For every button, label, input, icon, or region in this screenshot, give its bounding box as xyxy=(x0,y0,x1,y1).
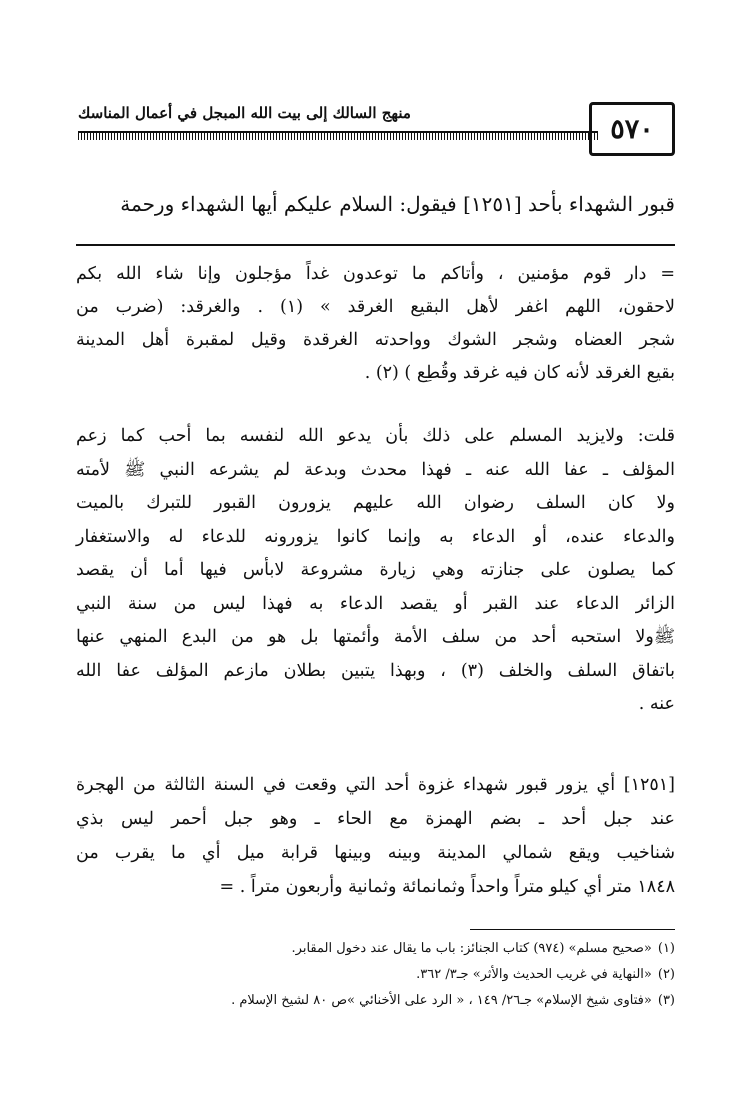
commentary-line: الزائر الدعاء عند القبر أو يقصد الدعاء به فهذا ليس من سنة النبي xyxy=(76,593,675,614)
commentary-paragraph-3 xyxy=(76,768,675,904)
commentary-line: ولا كان السلف رضوان الله عليهم يزورون القبور للتبرك بالميت xyxy=(76,493,675,513)
footnotes xyxy=(76,936,675,1014)
commentary-line: لاحقون، اللهم اغفر لأهل البقيع الغرقد » (١) . والغرقد: (ضرب من xyxy=(76,297,675,317)
commentary-line: قلت: ولايزيد المسلم على ذلك بأن يدعو الله لنفسه بما أحب كما زعم xyxy=(76,426,675,446)
footnote-number: (١) xyxy=(657,941,675,956)
footnote-item xyxy=(76,988,675,1014)
main-text xyxy=(76,184,675,224)
commentary-line: كما يصلون على جنازته وهي زيارة مشروعة لابأس فيها أما أن يقصد xyxy=(76,560,675,580)
main-text-line: قبور الشهداء بأحد [١٢٥١] فيقول: السلام عليكم أيها الشهداء ورحمة xyxy=(120,192,675,216)
footnote-number: (٣) xyxy=(657,993,675,1008)
commentary-line: ١٨٤٨ متر أي كيلو متراً واحداً وثمانمائة وثمانية وأربعون متراً . = xyxy=(219,877,675,897)
commentary-line: والدعاء عنده، أو الدعاء به وإنما كانوا يزورونه للدعاء له والاستغفار xyxy=(76,526,675,547)
commentary-paragraph-2 xyxy=(76,420,675,722)
commentary-line: عنه . xyxy=(638,694,675,714)
footnote-divider xyxy=(470,929,675,930)
footnote-text: «صحيح مسلم» (٩٧٤) كتاب الجنائز: باب ما يقال عند دخول المقابر. xyxy=(291,941,652,956)
commentary-line: باتفاق السلف والخلف (٣) ، وبهذا يتبين بطلان مازعم المؤلف عفا الله xyxy=(76,660,675,681)
commentary-divider xyxy=(76,244,675,246)
footnote-text: «فتاوى شيخ الإسلام» جـ٢٦/ ١٤٩ ، « الرد على الأخنائي »ص ٨٠ لشيخ الإسلام . xyxy=(231,993,652,1008)
running-title: منهج السالك إلى بيت الله المبجل في أعمال المناسك xyxy=(78,104,411,122)
commentary-line: شناخيب ويقع شمالي المدينة وبينه وبينها قرابة ميل أي ما يقرب من xyxy=(76,843,675,863)
page-number: ٥٧٠ xyxy=(589,102,675,156)
commentary-line: [١٢٥١] أي يزور قبور شهداء غزوة أحد التي وقعت في السنة الثالثة من الهجرة xyxy=(76,775,675,795)
footnote-text: «النهاية في غريب الحديث والأثر» جـ٣/ ٣٦٢. xyxy=(416,967,652,982)
footnote-number: (٢) xyxy=(657,967,675,982)
commentary-line: عند جبل أحد ـ بضم الهمزة مع الحاء ـ وهو جبل أحمر ليس بذي xyxy=(76,809,675,829)
commentary-line: بقيع الغرقد لأنه كان فيه غرقد وقُطِع ) (٢) . xyxy=(364,363,675,383)
commentary-paragraph-1 xyxy=(76,258,675,390)
footnote-item xyxy=(76,962,675,988)
commentary-line: = دار قوم مؤمنين ، وأتاكم ما توعدون غداً مؤجلون وإنا شاء الله بكم xyxy=(76,264,675,284)
commentary-line: شجر العضاه وشجر الشوك وواحدته الغرقدة وقيل لمقبرة أهل المدينة xyxy=(76,330,675,350)
commentary-line: ﷺولا استحبه أحد من سلف الأمة وأئمتها بل هو من البدع المنهي عنها xyxy=(76,627,675,647)
header-rule xyxy=(78,131,598,140)
footnote-item xyxy=(76,936,675,962)
commentary-line: المؤلف ـ عفا الله عنه ـ فهذا محدث وبدعة لم يشرعه النبي ﷺ لأمته xyxy=(76,459,675,480)
